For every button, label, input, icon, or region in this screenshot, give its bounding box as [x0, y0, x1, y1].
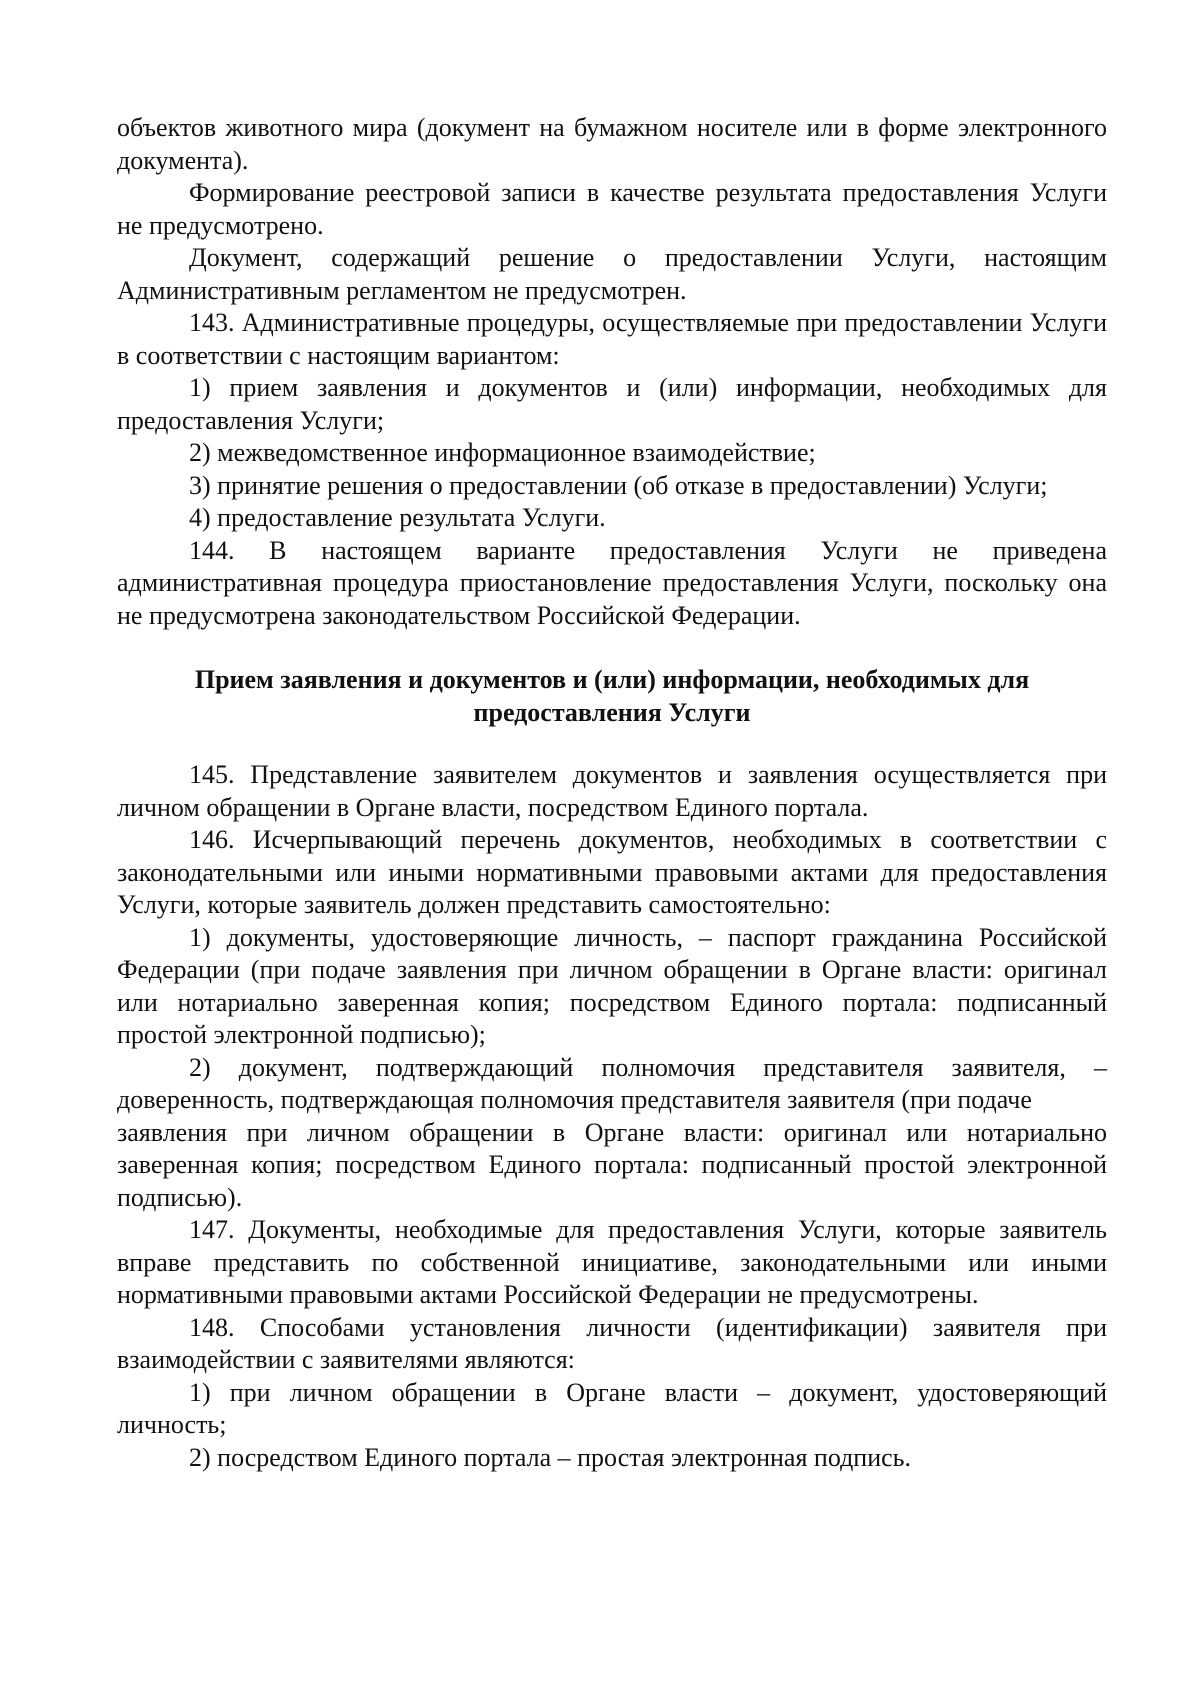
- paragraph-decision-document: Документ, содержащий решение о предоставлении Услуги, настоящим Административным регламентом не предусмотрен.: [117, 243, 1107, 305]
- paragraph-146: 146. Исчерпывающий перечень документов, необходимых в соответствии с законодательными или иными нормативными правовыми актами для предоставления Услуги, которые заявитель должен представить самостоятельно:: [117, 825, 1107, 919]
- list-item-143-1: 1) прием заявления и документов и (или) информации, необходимых для предоставления Услуги;: [117, 373, 1107, 435]
- document-body: [117, 112, 1107, 1474]
- paragraph-148: 148. Способами установления личности (идентификации) заявителя при взаимодействии с заявителями являются:: [117, 1312, 1107, 1374]
- section-heading: Прием заявления и документов и (или) информации, необходимых для предоставления Услуги: [194, 665, 1030, 727]
- list-item-143-4: 4) предоставление результата Услуги.: [189, 503, 606, 532]
- paragraph-144: 144. В настоящем варианте предоставления Услуги не приведена административная процедура приостановление предоставления Услуги, поскольку она не предусмотрена законодательством Российской Федерации.: [117, 535, 1107, 630]
- blank-space: [117, 632, 1107, 664]
- list-item-143-3: 3) принятие решения о предоставлении (об отказе в предоставлении) Услуги;: [189, 470, 1048, 500]
- list-item-143-2: 2) межведомственное информационное взаимодействие;: [189, 438, 816, 467]
- list-item-146-2-continuation: заявления при личном обращении в Органе власти: оригинал или нотариально заверенная копия; посредством Единого портала: подписанный простой электронной подписью).: [117, 1117, 1107, 1212]
- paragraph-147: 147. Документы, необходимые для предоставления Услуги, которые заявитель вправе представить по собственной инициативе, законодательными или иными нормативными правовыми актами Российской Федерации не предусмотрены.: [117, 1215, 1107, 1309]
- paragraph-registry-record: Формирование реестровой записи в качестве результата предоставления Услуги не предусмотрено.: [117, 178, 1107, 240]
- blank-space: [117, 729, 1107, 759]
- list-item-146-2: 2) документ, подтверждающий полномочия представителя заявителя, – доверенность, подтверждающая полномочия представителя заявителя (при подаче: [117, 1052, 1107, 1114]
- paragraph-continuation: объектов животного мира (документ на бумажном носителе или в форме электронного документа).: [117, 113, 1107, 175]
- list-item-148-2: 2) посредством Единого портала – простая электронная подпись.: [189, 1442, 912, 1472]
- paragraph-145: 145. Представление заявителем документов и заявления осуществляется при личном обращении в Органе власти, посредством Единого портала.: [117, 760, 1107, 822]
- list-item-146-1: 1) документы, удостоверяющие личность, – паспорт гражданина Российской Федерации (при подаче заявления при личном обращении в Органе власти: оригинал или нотариально заверенная копия; посредством Единого портала: подписанный простой электронной подписью);: [117, 922, 1107, 1049]
- list-item-148-1: 1) при личном обращении в Органе власти – документ, удостоверяющий личность;: [117, 1377, 1107, 1439]
- paragraph-143: 143. Административные процедуры, осуществляемые при предоставлении Услуги в соответствии с настоящим вариантом:: [117, 308, 1107, 370]
